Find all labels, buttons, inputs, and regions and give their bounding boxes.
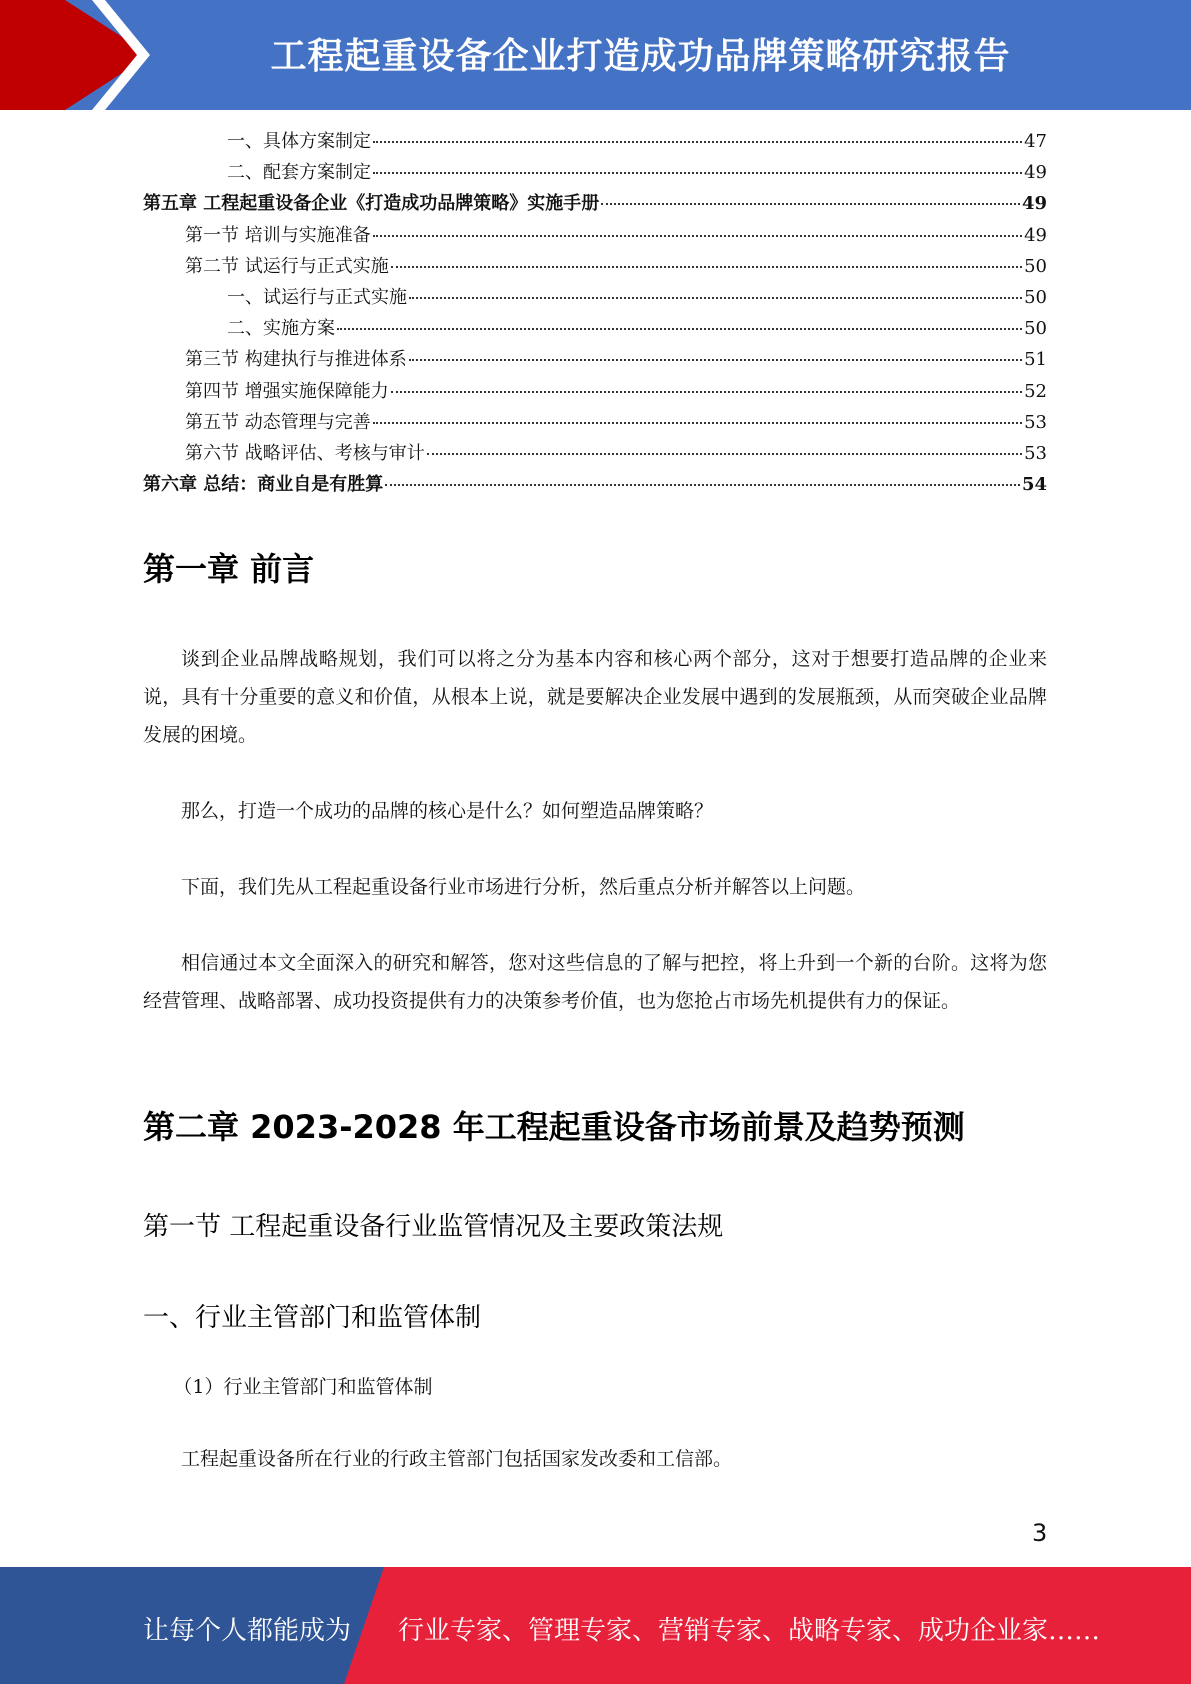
toc-entry-page: 50 xyxy=(1024,318,1047,340)
toc-entry[interactable] xyxy=(143,127,1047,158)
toc-dot-leader xyxy=(373,172,1022,174)
toc-entry[interactable] xyxy=(143,189,1047,220)
toc-entry[interactable] xyxy=(143,470,1047,501)
toc-entry-page: 52 xyxy=(1024,380,1047,402)
toc-entry-label: 第五节 动态管理与完善 xyxy=(185,411,371,433)
toc-dot-leader xyxy=(427,453,1022,455)
footer-slogan-right: 行业专家、管理专家、营销专家、战略专家、成功企业家…… xyxy=(398,1616,1101,1646)
body-text-1: 工程起重设备所在行业的行政主管部门包括国家发改委和工信部。 xyxy=(181,1448,733,1470)
toc-entry-label: 第六章 总结：商业自是有胜算 xyxy=(143,474,384,496)
toc-entry[interactable] xyxy=(143,439,1047,470)
toc-entry-page: 49 xyxy=(1024,162,1047,184)
toc-entry-page: 51 xyxy=(1024,349,1047,371)
header-banner xyxy=(0,0,1191,110)
toc-entry-label: 第五章 工程起重设备企业《打造成功品牌策略》实施手册 xyxy=(143,193,600,215)
toc-entry-page: 54 xyxy=(1021,474,1047,496)
toc-entry-page: 49 xyxy=(1024,224,1047,246)
toc-entry[interactable] xyxy=(143,314,1047,345)
toc-entry[interactable] xyxy=(143,221,1047,252)
toc-dot-leader xyxy=(373,235,1022,237)
toc-entry-label: 二、实施方案 xyxy=(227,318,335,340)
chapter1-paragraph-3: 下面，我们先从工程起重设备行业市场进行分析，然后重点分析并解答以上问题。 xyxy=(181,876,866,898)
toc-entry-page: 47 xyxy=(1024,131,1047,152)
chapter1-paragraph-1: 谈到企业品牌战略规划，我们可以将之分为基本内容和核心两个部分，这对于想要打造品牌的企业来说，具有十分重要的意义和价值，从根本上说，就是要解决企业发展中遇到的发展瓶颈，从而突破企业品牌发展的困境。 xyxy=(143,648,1047,746)
toc-dot-leader xyxy=(391,391,1022,393)
toc-dot-leader xyxy=(337,328,1022,330)
chapter1-paragraph-4: 相信通过本文全面深入的研究和解答，您对这些信息的了解与把控，将上升到一个新的台阶。这将为您经营管理、战略部署、成功投资提供有力的决策参考价值，也为您抢占市场先机提供有力的保证。 xyxy=(143,952,1047,1012)
toc-entry-label: 二、配套方案制定 xyxy=(227,162,371,184)
toc-dot-leader xyxy=(601,203,1020,205)
item1-text: （1）行业主管部门和监管体制 xyxy=(173,1376,433,1398)
toc-entry[interactable] xyxy=(143,283,1047,314)
report-title: 工程起重设备企业打造成功品牌策略研究报告 xyxy=(270,36,1011,77)
subsection1-title: 一、行业主管部门和监管体制 xyxy=(143,1303,482,1333)
toc-entry[interactable] xyxy=(143,158,1047,189)
toc-entry[interactable] xyxy=(143,252,1047,283)
chapter1-paragraph-2: 那么，打造一个成功的品牌的核心是什么？如何塑造品牌策略？ xyxy=(181,800,714,822)
toc-dot-leader xyxy=(391,266,1022,268)
chapter1-title: 第一章 前言 xyxy=(143,550,315,588)
toc-entry-label: 第三节 构建执行与推进体系 xyxy=(185,349,407,371)
toc-entry-page: 50 xyxy=(1024,255,1047,277)
section1-title: 第一节 工程起重设备行业监管情况及主要政策法规 xyxy=(143,1212,724,1242)
toc-entry-label: 第六节 战略评估、考核与审计 xyxy=(185,442,425,464)
footer-banner xyxy=(0,1567,1191,1684)
footer-slogan-left: 让每个人都能成为 xyxy=(143,1616,352,1646)
toc-entry-label: 一、试运行与正式实施 xyxy=(227,286,407,308)
toc-entry-page: 49 xyxy=(1021,193,1047,215)
toc-entry-page: 53 xyxy=(1024,442,1047,464)
toc-entry-page: 53 xyxy=(1024,411,1047,433)
toc-entry-label: 一、具体方案制定 xyxy=(227,131,371,152)
toc-dot-leader xyxy=(409,297,1022,299)
toc-entry-label: 第一节 培训与实施准备 xyxy=(185,224,371,246)
chapter2-title: 第二章 2023-2028 年工程起重设备市场前景及趋势预测 xyxy=(143,1108,965,1146)
table-of-contents xyxy=(143,127,1047,501)
toc-entry-page: 50 xyxy=(1024,286,1047,308)
toc-entry[interactable] xyxy=(143,377,1047,408)
toc-entry-label: 第二节 试运行与正式实施 xyxy=(185,255,389,277)
page-number: 3 xyxy=(1032,1519,1048,1547)
toc-entry-label: 第四节 增强实施保障能力 xyxy=(185,380,389,402)
toc-dot-leader xyxy=(385,484,1020,486)
toc-dot-leader xyxy=(373,422,1022,424)
toc-entry[interactable] xyxy=(143,345,1047,376)
toc-dot-leader xyxy=(409,359,1022,361)
toc-dot-leader xyxy=(373,141,1022,143)
toc-entry[interactable] xyxy=(143,408,1047,439)
